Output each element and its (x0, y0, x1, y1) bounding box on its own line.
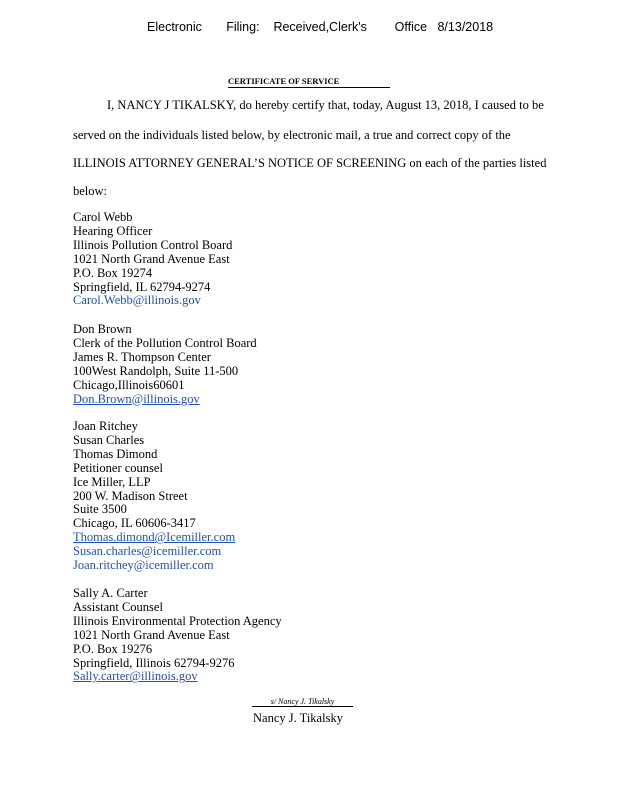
recipient-name: Sally A. Carter (73, 586, 148, 600)
recipient-city: Springfield, IL 62794-9274 (73, 279, 211, 294)
recipient-po-box: P.O. Box 19274 (73, 265, 153, 280)
recipient-name: Thomas Dimond (73, 446, 158, 461)
electronic-filing-header (147, 20, 493, 34)
certificate-title: CERTIFICATE OF SERVICE (228, 76, 390, 88)
header-office: Office (394, 20, 428, 34)
recipient-street: 100West Randolph, Suite 11-500 (73, 363, 239, 378)
recipient-email-link[interactable]: Carol.Webb@illinois.gov (73, 293, 201, 308)
recipient-org: Ice Miller, LLP (73, 474, 151, 489)
header-filing: Filing: (226, 20, 260, 34)
recipient-name: Joan Ritchey (73, 419, 138, 433)
body-line-1: I, NANCY J TIKALSKY, do hereby certify that, today, August 13, 2018, I caused to be (107, 98, 544, 112)
recipient-title: Hearing Officer (73, 223, 153, 238)
recipient-building: James R. Thompson Center (73, 349, 211, 364)
recipient-street: 1021 North Grand Avenue East (73, 251, 230, 266)
recipient-email-link[interactable]: Sally.carter@illinois.gov (73, 669, 198, 684)
recipient-email-link[interactable]: Don.Brown@illinois.gov (73, 391, 200, 406)
recipient-block-4 (73, 587, 282, 684)
header-received: Received,Clerk's (273, 20, 367, 34)
recipient-email-link[interactable]: Joan.ritchey@icemiller.com (73, 558, 214, 573)
recipient-role: Petitioner counsel (73, 460, 163, 475)
recipient-block-1 (73, 211, 232, 308)
recipient-po-box: P.O. Box 19276 (73, 641, 153, 656)
header-electronic: Electronic (147, 20, 202, 34)
recipient-block-2 (73, 323, 257, 406)
recipient-name: Don Brown (73, 322, 132, 336)
recipient-city: Chicago,Illinois60601 (73, 377, 185, 392)
signer-name: Nancy J. Tikalsky (253, 711, 343, 725)
recipient-block-3 (73, 420, 235, 573)
recipient-street: 200 W. Madison Street (73, 488, 188, 503)
recipient-city: Chicago, IL 60606-3417 (73, 516, 196, 531)
recipient-org: Illinois Environmental Protection Agency (73, 613, 282, 628)
body-line-2: served on the individuals listed below, by electronic mail, a true and correct copy of the (73, 128, 511, 142)
recipient-email-link[interactable]: Susan.charles@icemiller.com (73, 544, 222, 559)
recipient-street: 1021 North Grand Avenue East (73, 627, 230, 642)
recipient-suite: Suite 3500 (73, 502, 127, 517)
recipient-name: Susan Charles (73, 432, 145, 447)
recipient-name: Carol Webb (73, 210, 133, 224)
electronic-signature: s/ Nancy J. Tikalsky (252, 697, 353, 707)
recipient-title: Assistant Counsel (73, 599, 163, 614)
recipient-city: Springfield, Illinois 62794-9276 (73, 655, 235, 670)
body-line-4: below: (73, 184, 108, 198)
header-date: 8/13/2018 (437, 20, 494, 34)
body-line-3: ILLINOIS ATTORNEY GENERAL’S NOTICE OF SCREENING on each of the parties listed (73, 156, 547, 170)
recipient-email-link[interactable]: Thomas.dimond@Icemiller.com (73, 530, 236, 545)
recipient-title: Clerk of the Pollution Control Board (73, 335, 257, 350)
recipient-org: Illinois Pollution Control Board (73, 237, 233, 252)
